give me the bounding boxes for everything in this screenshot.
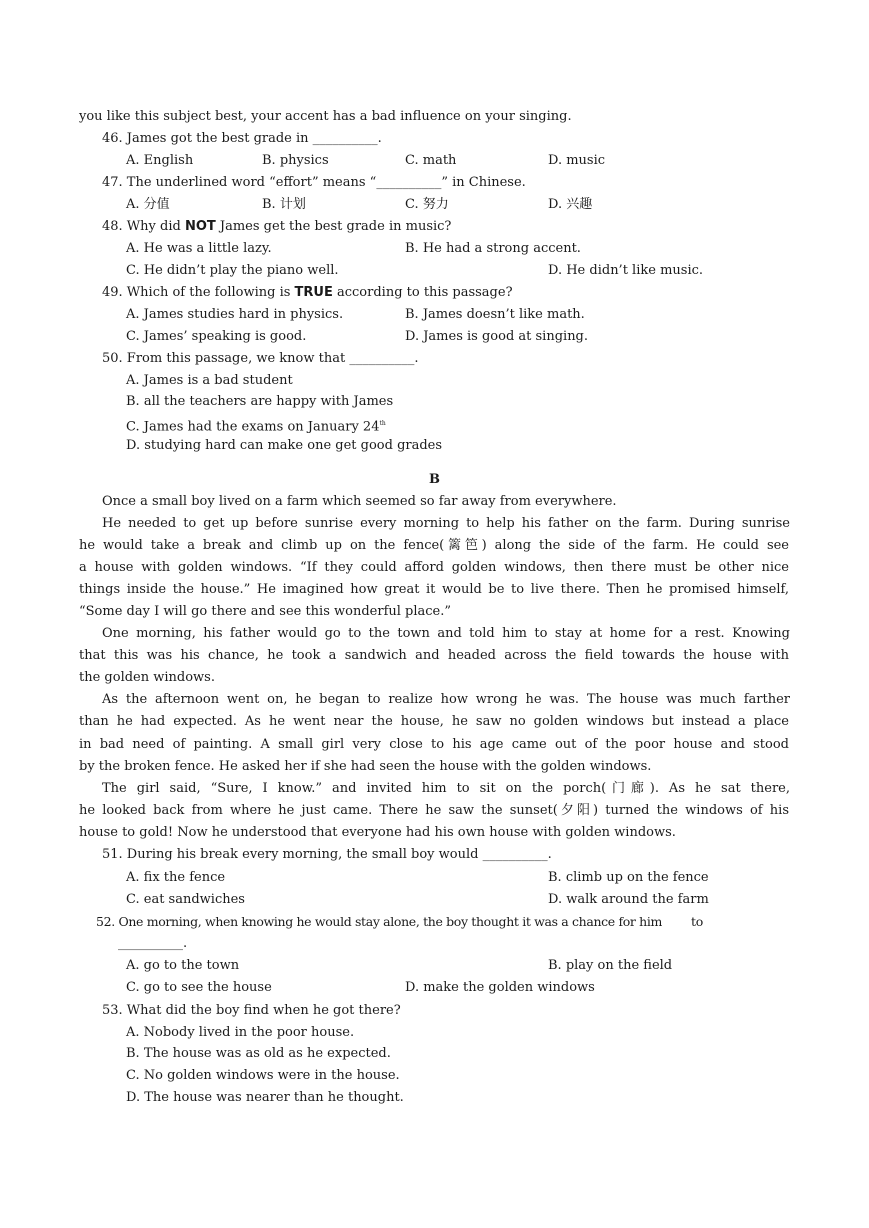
question-52-blank: __________. xyxy=(118,936,188,951)
passage-b-line: by the broken fence. He asked her if she had seen the house with the golden windows. xyxy=(79,759,652,774)
q48-stem-post: James get the best grade in music? xyxy=(215,219,452,234)
passage-b-line: Once a small boy lived on a farm which seemed so far away from everywhere. xyxy=(102,494,617,509)
question-53: 53. What did the boy find when he got there? xyxy=(102,1003,401,1018)
q47-option-a: A. 分值 xyxy=(126,197,170,212)
q53-option-c: C. No golden windows were in the house. xyxy=(126,1068,400,1083)
passage-b-line: house to gold! Now he understood that everyone had his own house with golden windows. xyxy=(79,825,676,840)
q48-stem-pre: 48. Why did xyxy=(102,219,185,234)
question-51: 51. During his break every morning, the small boy would __________. xyxy=(102,847,552,862)
q51-option-b: B. climb up on the fence xyxy=(548,870,709,885)
question-52: 52. One morning, when knowing he would stay alone, the boy thought it was a chance for him to xyxy=(96,914,703,929)
passage-b-line: he would take a break and climb up on the fence(篱笆) along the side of the farm. He could see xyxy=(79,538,789,553)
passage-b-line: One morning, his father would go to the town and told him to stay at home for a rest. Knowing xyxy=(102,626,790,641)
question-48 xyxy=(102,218,814,236)
section-heading-b: B xyxy=(429,472,440,487)
q46-option-b: B. physics xyxy=(262,153,329,168)
q46-option-a: A. English xyxy=(126,153,194,168)
q48-stem-emphasis: NOT xyxy=(184,219,216,234)
passage-b-line: the golden windows. xyxy=(79,670,215,685)
question-50: 50. From this passage, we know that __________. xyxy=(102,351,419,366)
passage-b-line: things inside the house.” He imagined how great it would be to live there. Then he promised himself, xyxy=(79,582,789,597)
q49-option-a: A. James studies hard in physics. xyxy=(126,307,344,322)
q49-stem-post: according to this passage? xyxy=(332,285,513,300)
q52-option-a: A. go to the town xyxy=(126,958,240,973)
q48-option-b: B. He had a strong accent. xyxy=(405,241,581,256)
q50-option-c-sup: th xyxy=(379,420,386,427)
passage-b-line: As the afternoon went on, he began to realize how wrong he was. The house was much farther xyxy=(102,692,790,707)
q53-option-d: D. The house was nearer than he thought. xyxy=(126,1090,404,1105)
passage-b-line: “Some day I will go there and see this wonderful place.” xyxy=(79,604,452,619)
q53-option-a: A. Nobody lived in the poor house. xyxy=(126,1025,355,1040)
q50-option-c-text: C. James had the exams on January 24 xyxy=(126,419,380,435)
q51-option-a: A. fix the fence xyxy=(126,870,226,885)
q53-option-b: B. The house was as old as he expected. xyxy=(126,1046,391,1061)
passage-a-tail: you like this subject best, your accent has a bad influence on your singing. xyxy=(79,109,572,124)
passage-b-line: He needed to get up before sunrise every morning to help his father on the farm. During sunrise xyxy=(102,516,790,531)
passage-b-line: The girl said, “Sure, I know.” and invited him to sit on the porch(门廊). As he sat there, xyxy=(102,781,790,796)
passage-b-line: than he had expected. As he went near the house, he saw no golden windows but instead a place xyxy=(79,714,789,729)
q46-option-d: D. music xyxy=(548,153,606,168)
q52-option-d: D. make the golden windows xyxy=(405,980,595,995)
passage-b-line: that this was his chance, he took a sandwich and headed across the field towards the house with xyxy=(79,648,789,663)
question-47: 47. The underlined word “effort” means “__________” in Chinese. xyxy=(102,175,526,190)
q51-option-d: D. walk around the farm xyxy=(548,892,709,907)
q48-option-a: A. He was a little lazy. xyxy=(126,241,272,256)
q49-option-b: B. James doesn’t like math. xyxy=(405,307,585,322)
q49-option-d: D. James is good at singing. xyxy=(405,329,589,344)
q50-option-a: A. James is a bad student xyxy=(126,373,293,388)
q52-option-b: B. play on the field xyxy=(548,958,673,973)
passage-b-line: he looked back from where he just came. There he saw the sunset(夕阳) turned the windows of his xyxy=(79,803,789,818)
q47-option-c: C. 努力 xyxy=(405,197,449,212)
q47-option-d: D. 兴趣 xyxy=(548,197,593,212)
passage-b-line: in bad need of painting. A small girl very close to his age came out of the poor house and stood xyxy=(79,737,789,752)
q50-option-c xyxy=(126,415,386,433)
q48-option-c: C. He didn’t play the piano well. xyxy=(126,263,339,278)
q49-stem-pre: 49. Which of the following is xyxy=(102,285,295,300)
q51-option-c: C. eat sandwiches xyxy=(126,892,245,907)
q47-option-b: B. 计划 xyxy=(262,197,306,212)
passage-b-line: a house with golden windows. “If they could afford golden windows, then there must be other nice xyxy=(79,560,789,575)
q49-stem-emphasis: TRUE xyxy=(294,285,333,300)
q50-option-b: B. all the teachers are happy with James xyxy=(126,394,394,409)
q48-option-d: D. He didn’t like music. xyxy=(548,263,704,278)
q50-option-d: D. studying hard can make one get good grades xyxy=(126,438,443,453)
question-46: 46. James got the best grade in __________. xyxy=(102,131,382,146)
q52-option-c: C. go to see the house xyxy=(126,980,272,995)
q49-option-c: C. James’ speaking is good. xyxy=(126,329,307,344)
question-49 xyxy=(102,284,814,302)
q46-option-c: C. math xyxy=(405,153,457,168)
